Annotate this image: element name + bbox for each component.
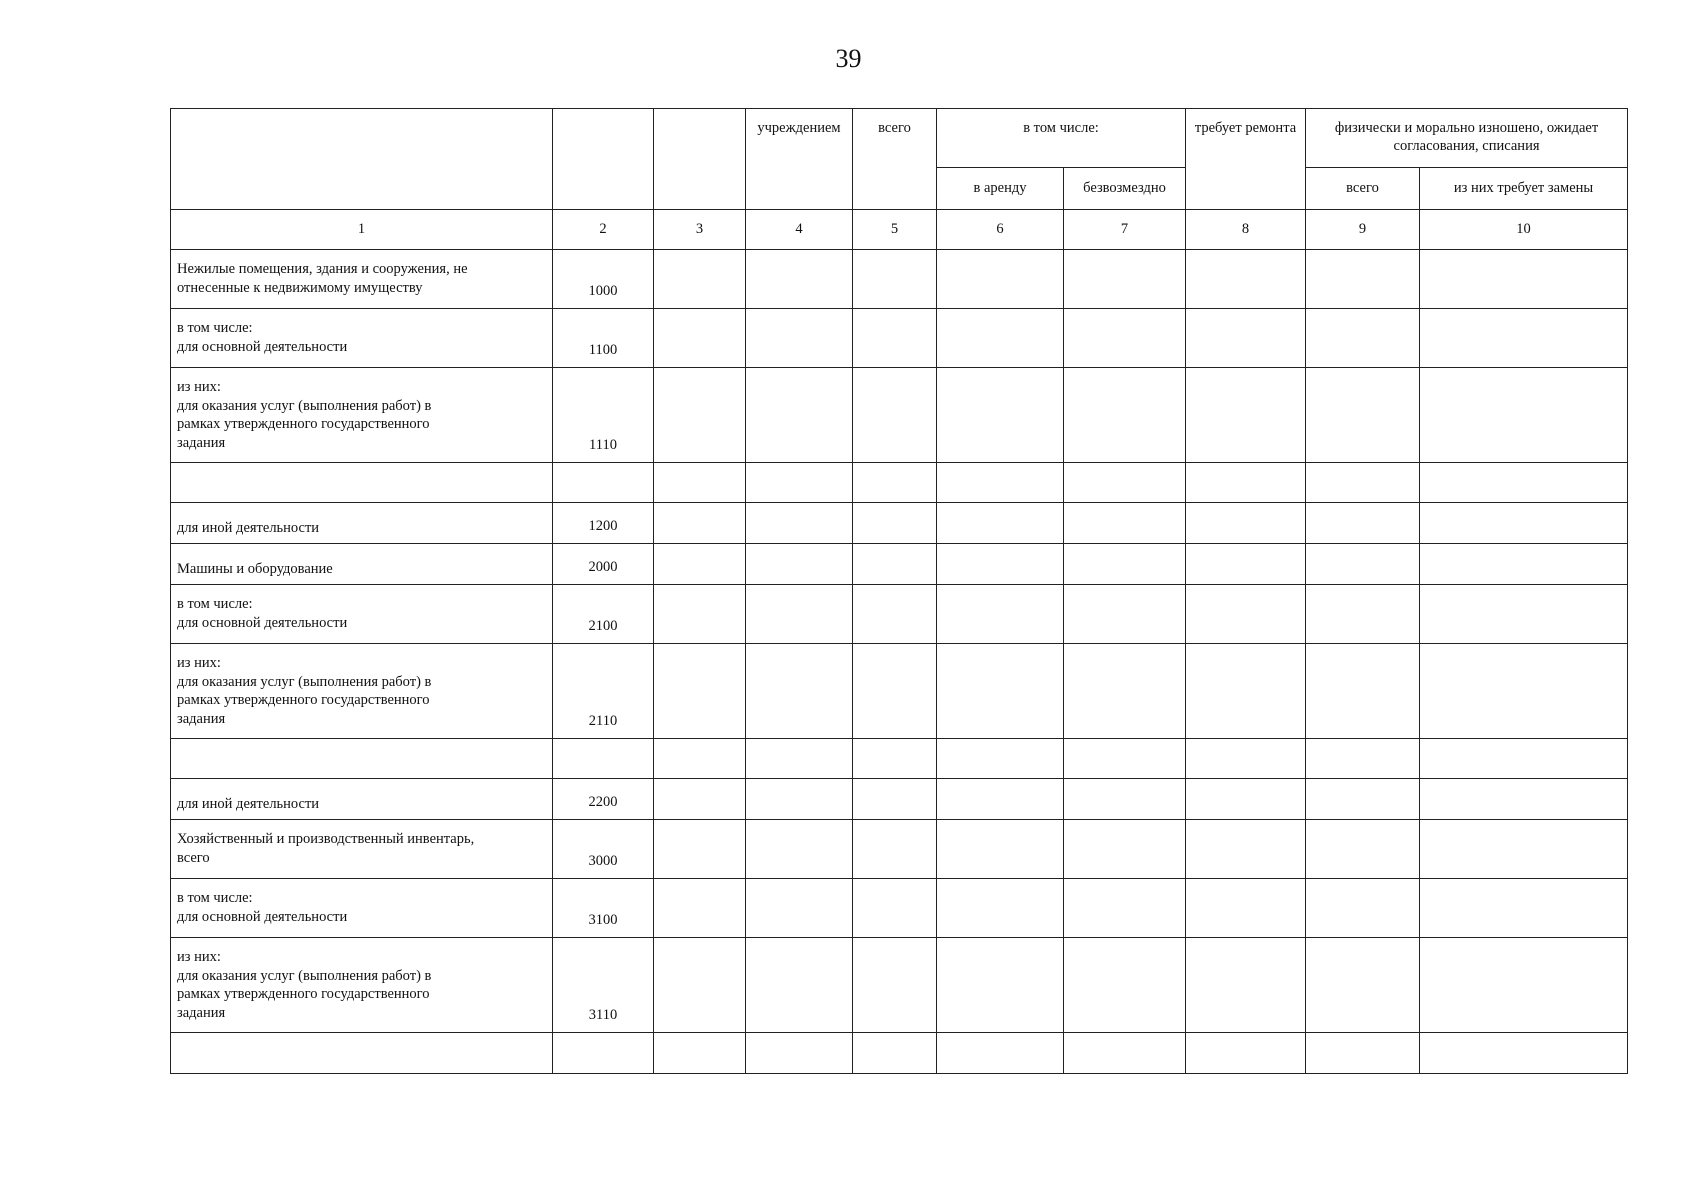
- empty-cell-col3: [654, 250, 746, 309]
- header-cell-col5: всего: [853, 109, 937, 210]
- empty-cell-col3: [654, 820, 746, 879]
- row-name-line: Хозяйственный и производственный инвентарь,: [177, 831, 475, 847]
- column-number: 9: [1306, 210, 1420, 250]
- row-name-line: из них:: [177, 949, 221, 965]
- empty-cell-col6: [937, 644, 1064, 739]
- row-code-cell: 2200: [553, 779, 654, 820]
- table-row: [171, 644, 1628, 739]
- row-name-line: для оказания услуг (выполнения работ) в: [177, 397, 432, 414]
- property-table: [170, 108, 1628, 1074]
- header-cell-col1: [171, 109, 553, 210]
- empty-cell-col9: [1306, 644, 1420, 739]
- empty-cell-col8: [1186, 644, 1306, 739]
- table-row: [171, 544, 1628, 585]
- empty-cell-col8: [1186, 463, 1306, 503]
- table-row: [171, 503, 1628, 544]
- header-cell-col10: из них требует замены: [1420, 168, 1628, 210]
- empty-cell-col4: [746, 820, 853, 879]
- column-number: 4: [746, 210, 853, 250]
- header-group-worn: физически и морально изношено, ожидает согласования, списания: [1306, 109, 1628, 168]
- row-code-cell: [553, 463, 654, 503]
- column-number-row: [171, 210, 1628, 250]
- row-name-line: рамках утвержденного государственного: [177, 692, 430, 708]
- empty-cell-col10: [1420, 368, 1628, 463]
- empty-cell-col6: [937, 820, 1064, 879]
- column-number: 3: [654, 210, 746, 250]
- row-name-line: для иной деятельности: [177, 795, 320, 812]
- row-name-line: из них:: [177, 379, 221, 395]
- empty-cell-col9: [1306, 1033, 1420, 1074]
- empty-cell-col7: [1064, 820, 1186, 879]
- table-row: [171, 1033, 1628, 1074]
- empty-cell-col5: [853, 463, 937, 503]
- column-number: 8: [1186, 210, 1306, 250]
- empty-cell-col4: [746, 503, 853, 544]
- row-code-cell: 2110: [553, 644, 654, 739]
- row-name-line: Машины и оборудование: [177, 560, 333, 577]
- row-name-line: Нежилые помещения, здания и сооружения, не: [177, 261, 468, 277]
- empty-cell-col8: [1186, 585, 1306, 644]
- empty-cell-col5: [853, 309, 937, 368]
- row-code-cell: [553, 1033, 654, 1074]
- row-name-cell: [171, 644, 553, 739]
- empty-cell-col3: [654, 309, 746, 368]
- row-name-cell: [171, 309, 553, 368]
- table-header: [171, 109, 1628, 250]
- row-name-cell: [171, 503, 553, 544]
- row-name-cell: [171, 250, 553, 309]
- empty-cell-col6: [937, 779, 1064, 820]
- empty-cell-col5: [853, 544, 937, 585]
- empty-cell-col3: [654, 1033, 746, 1074]
- row-name-cell: [171, 879, 553, 938]
- row-name-line: для оказания услуг (выполнения работ) в: [177, 673, 432, 690]
- row-name-line: для оказания услуг (выполнения работ) в: [177, 967, 432, 984]
- empty-cell-col7: [1064, 644, 1186, 739]
- empty-cell-col6: [937, 585, 1064, 644]
- table-row: [171, 309, 1628, 368]
- empty-cell-col5: [853, 1033, 937, 1074]
- empty-cell-col5: [853, 368, 937, 463]
- empty-cell-col3: [654, 938, 746, 1033]
- table-row: [171, 585, 1628, 644]
- row-name-cell: [171, 544, 553, 585]
- empty-cell-col9: [1306, 739, 1420, 779]
- column-number: 5: [853, 210, 937, 250]
- empty-cell-col9: [1306, 820, 1420, 879]
- empty-cell-col10: [1420, 544, 1628, 585]
- row-name-line: в том числе:: [177, 890, 253, 906]
- row-code-cell: 3100: [553, 879, 654, 938]
- empty-cell-col8: [1186, 309, 1306, 368]
- empty-cell-col6: [937, 1033, 1064, 1074]
- empty-cell-col5: [853, 585, 937, 644]
- empty-cell-col7: [1064, 544, 1186, 585]
- row-name-line: для основной деятельности: [177, 614, 348, 631]
- column-number: 10: [1420, 210, 1628, 250]
- empty-cell-col10: [1420, 1033, 1628, 1074]
- empty-cell-col6: [937, 463, 1064, 503]
- row-name-line: в том числе:: [177, 596, 253, 612]
- row-name-line: задания: [177, 710, 226, 727]
- table-row: [171, 879, 1628, 938]
- row-name-cell: [171, 938, 553, 1033]
- empty-cell-col10: [1420, 250, 1628, 309]
- empty-cell-col10: [1420, 779, 1628, 820]
- empty-cell-col9: [1306, 779, 1420, 820]
- empty-cell-col5: [853, 250, 937, 309]
- page-number: 39: [835, 44, 862, 73]
- empty-cell-col7: [1064, 463, 1186, 503]
- header-cell-col6: в аренду: [937, 168, 1064, 210]
- empty-cell-col10: [1420, 820, 1628, 879]
- empty-cell-col7: [1064, 368, 1186, 463]
- empty-cell-col10: [1420, 585, 1628, 644]
- empty-cell-col4: [746, 938, 853, 1033]
- row-name-line: из них:: [177, 655, 221, 671]
- header-cell-col9: всего: [1306, 168, 1420, 210]
- row-code-cell: 2100: [553, 585, 654, 644]
- table-row: [171, 779, 1628, 820]
- header-group-including: в том числе:: [937, 109, 1186, 168]
- empty-cell-col4: [746, 250, 853, 309]
- empty-cell-col4: [746, 585, 853, 644]
- empty-cell-col8: [1186, 820, 1306, 879]
- row-code-cell: [553, 739, 654, 779]
- empty-cell-col3: [654, 463, 746, 503]
- empty-cell-col6: [937, 250, 1064, 309]
- empty-cell-col8: [1186, 779, 1306, 820]
- table-row: [171, 820, 1628, 879]
- empty-cell-col4: [746, 463, 853, 503]
- empty-cell-col7: [1064, 503, 1186, 544]
- empty-cell-col6: [937, 544, 1064, 585]
- empty-cell-col4: [746, 739, 853, 779]
- empty-cell-col3: [654, 368, 746, 463]
- empty-cell-col3: [654, 739, 746, 779]
- table-row: [171, 368, 1628, 463]
- empty-cell-col10: [1420, 463, 1628, 503]
- empty-cell-col6: [937, 879, 1064, 938]
- column-number: 6: [937, 210, 1064, 250]
- empty-cell-col4: [746, 779, 853, 820]
- row-name-line: для основной деятельности: [177, 338, 348, 355]
- empty-cell-col3: [654, 503, 746, 544]
- row-name-line: задания: [177, 434, 226, 451]
- row-name-cell: [171, 585, 553, 644]
- empty-cell-col4: [746, 644, 853, 739]
- empty-cell-col8: [1186, 879, 1306, 938]
- row-code-cell: 1110: [553, 368, 654, 463]
- column-number: 7: [1064, 210, 1186, 250]
- row-name-cell: [171, 779, 553, 820]
- row-code-cell: 1100: [553, 309, 654, 368]
- empty-cell-col5: [853, 739, 937, 779]
- empty-cell-col9: [1306, 503, 1420, 544]
- empty-cell-col10: [1420, 879, 1628, 938]
- empty-cell-col10: [1420, 644, 1628, 739]
- row-name-cell: [171, 820, 553, 879]
- empty-cell-col5: [853, 779, 937, 820]
- empty-cell-col3: [654, 644, 746, 739]
- empty-cell-col9: [1306, 585, 1420, 644]
- empty-cell-col3: [654, 879, 746, 938]
- row-name-line: для основной деятельности: [177, 908, 348, 925]
- empty-cell-col7: [1064, 250, 1186, 309]
- header-cell-col7: безвозмездно: [1064, 168, 1186, 210]
- row-code-cell: 1000: [553, 250, 654, 309]
- empty-cell-col8: [1186, 739, 1306, 779]
- row-name-line: рамках утвержденного государственного: [177, 416, 430, 432]
- empty-cell-col10: [1420, 739, 1628, 779]
- empty-cell-col8: [1186, 1033, 1306, 1074]
- empty-cell-col9: [1306, 309, 1420, 368]
- empty-cell-col10: [1420, 938, 1628, 1033]
- empty-cell-col6: [937, 938, 1064, 1033]
- empty-cell-col4: [746, 309, 853, 368]
- row-name-cell: [171, 1033, 553, 1074]
- empty-cell-col6: [937, 739, 1064, 779]
- row-name-cell: [171, 739, 553, 779]
- row-name-line: для иной деятельности: [177, 519, 320, 536]
- empty-cell-col10: [1420, 309, 1628, 368]
- empty-cell-col10: [1420, 503, 1628, 544]
- empty-cell-col7: [1064, 879, 1186, 938]
- empty-cell-col9: [1306, 938, 1420, 1033]
- empty-cell-col7: [1064, 938, 1186, 1033]
- empty-cell-col7: [1064, 779, 1186, 820]
- empty-cell-col7: [1064, 585, 1186, 644]
- empty-cell-col8: [1186, 250, 1306, 309]
- empty-cell-col5: [853, 503, 937, 544]
- empty-cell-col9: [1306, 463, 1420, 503]
- empty-cell-col9: [1306, 544, 1420, 585]
- empty-cell-col9: [1306, 250, 1420, 309]
- table-body: [171, 250, 1628, 1074]
- row-name-cell: [171, 463, 553, 503]
- column-number: 2: [553, 210, 654, 250]
- empty-cell-col9: [1306, 879, 1420, 938]
- empty-cell-col4: [746, 544, 853, 585]
- empty-cell-col7: [1064, 1033, 1186, 1074]
- row-name-line: отнесенные к недвижимому имуществу: [177, 279, 423, 296]
- empty-cell-col3: [654, 779, 746, 820]
- empty-cell-col6: [937, 368, 1064, 463]
- empty-cell-col8: [1186, 544, 1306, 585]
- empty-cell-col3: [654, 544, 746, 585]
- row-name-line: рамках утвержденного государственного: [177, 986, 430, 1002]
- row-name-cell: [171, 368, 553, 463]
- empty-cell-col5: [853, 938, 937, 1033]
- empty-cell-col9: [1306, 368, 1420, 463]
- empty-cell-col6: [937, 309, 1064, 368]
- table-row: [171, 938, 1628, 1033]
- empty-cell-col7: [1064, 309, 1186, 368]
- table-row: [171, 463, 1628, 503]
- empty-cell-col6: [937, 503, 1064, 544]
- header-cell-col3: [654, 109, 746, 210]
- empty-cell-col8: [1186, 503, 1306, 544]
- header-cell-col4: учреждением: [746, 109, 853, 210]
- empty-cell-col4: [746, 879, 853, 938]
- header-cell-col2: [553, 109, 654, 210]
- empty-cell-col4: [746, 1033, 853, 1074]
- empty-cell-col4: [746, 368, 853, 463]
- empty-cell-col5: [853, 879, 937, 938]
- row-name-line: всего: [177, 849, 210, 866]
- column-number: 1: [171, 210, 553, 250]
- empty-cell-col7: [1064, 739, 1186, 779]
- row-code-cell: 1200: [553, 503, 654, 544]
- empty-cell-col8: [1186, 368, 1306, 463]
- table-row: [171, 250, 1628, 309]
- empty-cell-col8: [1186, 938, 1306, 1033]
- row-code-cell: 2000: [553, 544, 654, 585]
- row-code-cell: 3000: [553, 820, 654, 879]
- empty-cell-col5: [853, 820, 937, 879]
- row-code-cell: 3110: [553, 938, 654, 1033]
- header-cell-col8: требует ремонта: [1186, 109, 1306, 210]
- empty-cell-col5: [853, 644, 937, 739]
- empty-cell-col3: [654, 585, 746, 644]
- row-name-line: задания: [177, 1004, 226, 1021]
- table-row: [171, 739, 1628, 779]
- row-name-line: в том числе:: [177, 320, 253, 336]
